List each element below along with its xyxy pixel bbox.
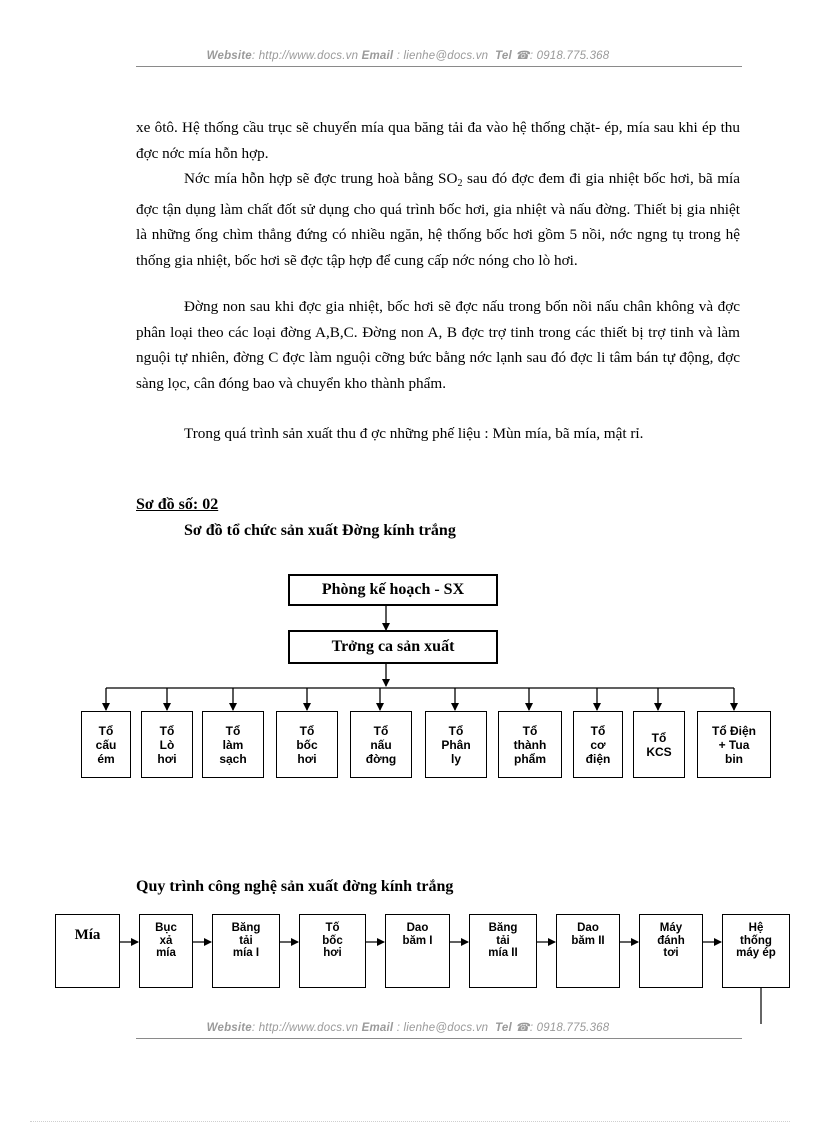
unit-box-9 bbox=[633, 711, 685, 778]
unit-box-3 bbox=[202, 711, 264, 778]
unit-label-7: Tổ thành phẩm bbox=[513, 723, 547, 766]
footer-tel-label: Tel bbox=[495, 1022, 512, 1034]
footer-rule bbox=[136, 1038, 742, 1039]
unit-box-8 bbox=[573, 711, 623, 778]
footer-email-value: : lienhe@docs.vn bbox=[396, 1022, 489, 1034]
flow-step-label-8: Máy đánh tơi bbox=[657, 922, 685, 959]
phone-icon: ☎ bbox=[515, 50, 530, 62]
flow-step-2 bbox=[139, 914, 193, 988]
flow-step-label-1: Mía bbox=[74, 927, 101, 943]
subscript-2: 2 bbox=[457, 178, 463, 189]
email-label: Email bbox=[361, 50, 394, 62]
chart2-title: Quy trình công nghệ sản xuất đờng kính trắng bbox=[136, 878, 454, 895]
footer-website-value: : http://www.docs.vn bbox=[251, 1022, 359, 1034]
page-bottom-edge bbox=[30, 1121, 790, 1122]
planning-department-box: Phòng kế hoạch - SX bbox=[288, 574, 498, 606]
unit-box-2 bbox=[141, 711, 193, 778]
flow-step-label-3: Băng tải mía I bbox=[231, 922, 261, 959]
unit-box-6 bbox=[425, 711, 487, 778]
flow-step-label-2: Bục xả mía bbox=[155, 922, 177, 959]
email-value: : lienhe@docs.vn bbox=[396, 50, 489, 62]
paragraph-2-text-b: sau đó đợc đem đi gia nhiệt bốc hơi, bã mía đợc tận dụng làm chất đốt sử dụng cho quá trình bốc hơi, gia nhiệt và nấu đờng. Thiết bị gia nhiệt là những ống chìm thẳng đứng có nhiều ngăn, hệ thống bốc hơi gồm 5 nồi, nớc ngng tụ trong hệ thống gia nhiệt, bốc hơi sẽ đợc tập hợp để cung cấp nớc nóng cho lò hơi. bbox=[136, 170, 740, 269]
unit-box-5 bbox=[350, 711, 412, 778]
flow-step-3 bbox=[212, 914, 280, 988]
flow-step-label-4: Tố bốc hơi bbox=[322, 922, 343, 959]
unit-box-1 bbox=[81, 711, 131, 778]
unit-box-7 bbox=[498, 711, 562, 778]
production-shift-box: Trởng ca sản xuất bbox=[288, 630, 498, 664]
flow-step-6 bbox=[469, 914, 537, 988]
flow-step-5 bbox=[385, 914, 450, 988]
chart1-label: Sơ đồ số: 02 bbox=[136, 496, 219, 513]
flow-step-4 bbox=[299, 914, 366, 988]
flow-step-label-9: Hệ thống máy ép bbox=[736, 922, 776, 959]
unit-label-5: Tổ nấu đờng bbox=[365, 723, 397, 766]
footer-tel-value: : 0918.775.368 bbox=[529, 1022, 610, 1034]
flow-step-label-7: Dao băm II bbox=[571, 922, 605, 947]
unit-label-9: Tổ KCS bbox=[646, 730, 672, 759]
unit-label-2: Tổ Lò hơi bbox=[157, 723, 177, 766]
unit-label-4: Tổ bốc hơi bbox=[296, 723, 318, 766]
unit-label-1: Tổ cấu ém bbox=[95, 723, 117, 766]
footer-email-label: Email bbox=[361, 1022, 394, 1034]
tel-label: Tel bbox=[495, 50, 512, 62]
flow-step-label-6: Băng tải mía II bbox=[488, 922, 518, 959]
website-label: Website bbox=[206, 50, 252, 62]
unit-label-8: Tổ cơ điện bbox=[585, 723, 611, 766]
footer-phone-icon: ☎ bbox=[515, 1022, 530, 1034]
unit-label-6: Tổ Phân ly bbox=[441, 723, 471, 766]
unit-label-3: Tổ làm sạch bbox=[219, 723, 247, 766]
footer-website-label: Website bbox=[206, 1022, 252, 1034]
paragraph-3-text: Đờng non sau khi đợc gia nhiệt, bốc hơi sẽ đợc nấu trong bốn nồi nấu chân không và đợc phân loại theo các loại đờng A,B,C. Đờng non A, B đợc trợ tinh trong các thiết bị trợ tinh và làm nguội tự nhiên, đờng C đợc làm nguội cỡng bức bằng nớc lạnh sau đó đợc li tâm bán tự động, đợc sàng lọc, cân đóng bao và chuyển kho thành phẩm. bbox=[136, 298, 740, 392]
flow-step-7 bbox=[556, 914, 620, 988]
tel-value: : 0918.775.368 bbox=[529, 50, 610, 62]
flow-step-8 bbox=[639, 914, 703, 988]
paragraph-4-text: Trong quá trình sản xuất thu đ ợc những phế liệu : Mùn mía, bã mía, mật rỉ. bbox=[184, 425, 644, 442]
page-footer bbox=[0, 1020, 816, 1034]
website-value: : http://www.docs.vn bbox=[251, 50, 359, 62]
paragraph-1: xe ôtô. Hệ thống cầu trục sẽ chuyển mía qua băng tải đa vào hệ thống chặt- ép, mía sau khi ép thu đợc nớc mía hỗn hợp. bbox=[136, 119, 740, 162]
flow-step-label-5: Dao băm I bbox=[402, 922, 433, 947]
unit-label-10: Tổ Điện + Tua bin bbox=[712, 723, 756, 766]
chart1-title: Sơ đồ tổ chức sản xuất Đờng kính trắng bbox=[184, 522, 456, 539]
paragraph-2-text-a: Nớc mía hỗn hợp sẽ đợc trung hoà bằng SO bbox=[184, 170, 458, 187]
unit-box-4 bbox=[276, 711, 338, 778]
flow-step-9 bbox=[722, 914, 790, 988]
flow-step-1 bbox=[55, 914, 120, 988]
unit-box-10 bbox=[697, 711, 771, 778]
